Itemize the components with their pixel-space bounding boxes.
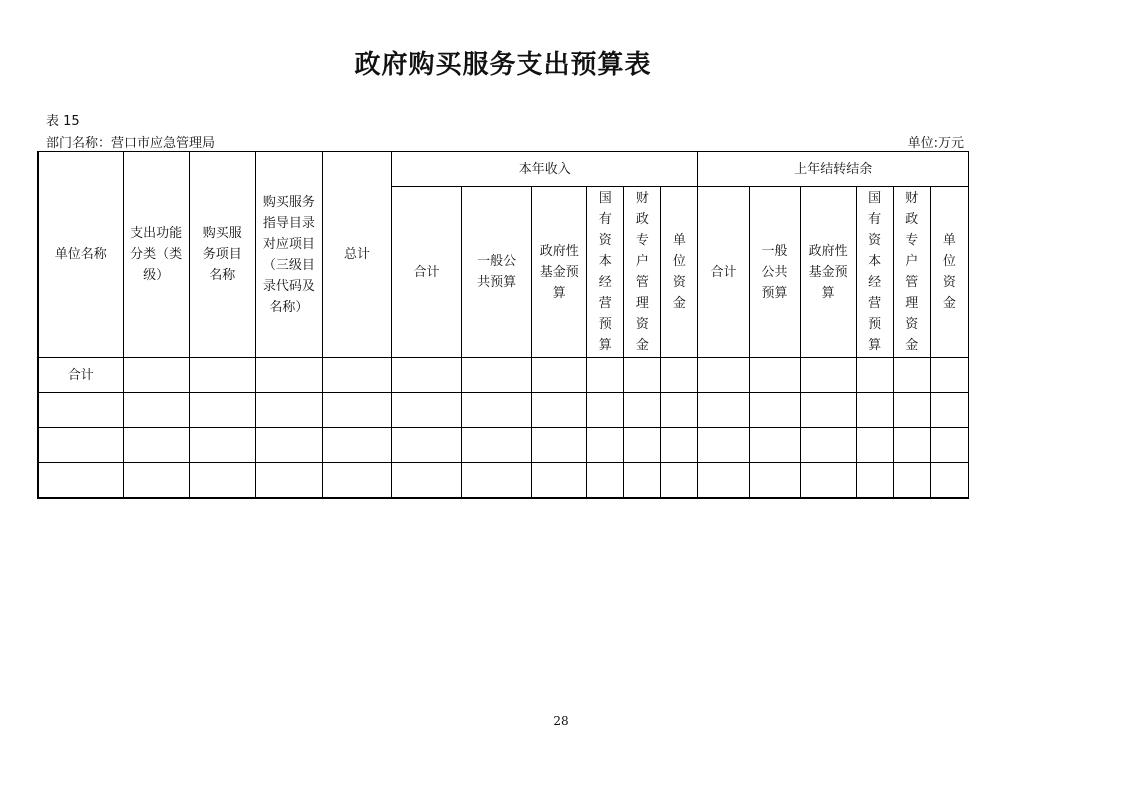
- table-cell: [930, 358, 968, 393]
- table-cell: [532, 428, 587, 463]
- table-cell: [698, 393, 749, 428]
- page-number: 28: [553, 714, 569, 728]
- header-income-general-budget: 一般公共预算: [462, 187, 532, 358]
- header-income-fund-budget: 政府性基金预算: [532, 187, 587, 358]
- table-cell: [661, 463, 698, 499]
- table-cell: [392, 393, 462, 428]
- table-cell: [624, 358, 661, 393]
- table-cell: [893, 463, 930, 499]
- table-cell: [255, 428, 322, 463]
- header-current-income: 本年收入: [392, 152, 698, 187]
- table-cell: [893, 358, 930, 393]
- table-cell: [800, 393, 856, 428]
- header-carryover-fund-budget: 政府性基金预算: [800, 187, 856, 358]
- table-cell: [624, 428, 661, 463]
- table-cell: [189, 428, 255, 463]
- header-unit-name: 单位名称: [38, 152, 123, 358]
- table-cell: [624, 463, 661, 499]
- table-cell: [462, 393, 532, 428]
- table-row: [38, 358, 969, 393]
- row-unit-name: [38, 393, 123, 428]
- table-cell: [392, 463, 462, 499]
- table-cell: [587, 358, 624, 393]
- table-cell: [587, 393, 624, 428]
- table-cell: [893, 393, 930, 428]
- header-guide-catalog: 购买服务指导目录对应项目（三级目录代码及名称）: [255, 152, 322, 358]
- table-cell: [462, 358, 532, 393]
- table-cell: [587, 428, 624, 463]
- table-cell: [800, 358, 856, 393]
- table-cell: [322, 358, 391, 393]
- table-cell: [322, 428, 391, 463]
- table-cell: [893, 428, 930, 463]
- header-total: 总计: [322, 152, 391, 358]
- table-row: [38, 428, 969, 463]
- table-cell: [532, 358, 587, 393]
- header-income-sum: 合计: [392, 187, 462, 358]
- table-cell: [123, 428, 189, 463]
- table-row: [38, 463, 969, 499]
- unit-label: 单位:万元: [907, 136, 964, 151]
- table-cell: [698, 463, 749, 499]
- header-carryover-special-account: 财政专户管理资金: [893, 187, 930, 358]
- table-cell: [661, 358, 698, 393]
- header-purchase-item: 购买服务项目名称: [189, 152, 255, 358]
- table-cell: [856, 358, 893, 393]
- table-cell: [123, 393, 189, 428]
- table-cell: [587, 463, 624, 499]
- table-cell: [189, 358, 255, 393]
- header-carryover: 上年结转结余: [698, 152, 969, 187]
- budget-table: [37, 151, 969, 499]
- table-cell: [661, 428, 698, 463]
- table-cell: [189, 393, 255, 428]
- table-cell: [698, 358, 749, 393]
- header-carryover-sum: 合计: [698, 187, 749, 358]
- row-unit-name: 合计: [38, 358, 123, 393]
- table-cell: [462, 428, 532, 463]
- table-cell: [856, 463, 893, 499]
- table-cell: [800, 428, 856, 463]
- header-income-special-account: 财政专户管理资金: [624, 187, 661, 358]
- table-cell: [392, 358, 462, 393]
- table-cell: [123, 463, 189, 499]
- table-cell: [749, 358, 800, 393]
- header-carryover-general-budget: 一般公共预算: [749, 187, 800, 358]
- table-cell: [189, 463, 255, 499]
- table-cell: [856, 428, 893, 463]
- row-unit-name: [38, 463, 123, 499]
- header-carryover-state-capital: 国有资本经营预算: [856, 187, 893, 358]
- table-cell: [322, 393, 391, 428]
- table-cell: [930, 428, 968, 463]
- table-cell: [392, 428, 462, 463]
- table-cell: [749, 393, 800, 428]
- table-cell: [698, 428, 749, 463]
- table-cell: [532, 393, 587, 428]
- table-cell: [930, 393, 968, 428]
- table-cell: [661, 393, 698, 428]
- header-function-class: 支出功能分类（类级）: [123, 152, 189, 358]
- page-title: 政府购买服务支出预算表: [354, 50, 652, 80]
- row-unit-name: [38, 428, 123, 463]
- table-number: 表 15: [46, 114, 80, 129]
- table-cell: [624, 393, 661, 428]
- table-cell: [749, 428, 800, 463]
- table-cell: [856, 393, 893, 428]
- table-cell: [322, 463, 391, 499]
- table-cell: [255, 358, 322, 393]
- table-cell: [930, 463, 968, 499]
- table-cell: [532, 463, 587, 499]
- table-cell: [800, 463, 856, 499]
- table-cell: [255, 463, 322, 499]
- department-name: 部门名称：营口市应急管理局: [46, 136, 216, 151]
- header-income-unit-fund: 单位资金: [661, 187, 698, 358]
- table-cell: [749, 463, 800, 499]
- table-cell: [255, 393, 322, 428]
- table-row: [38, 393, 969, 428]
- table-cell: [462, 463, 532, 499]
- table-cell: [123, 358, 189, 393]
- header-carryover-unit-fund: 单位资金: [930, 187, 968, 358]
- header-income-state-capital: 国有资本经营预算: [587, 187, 624, 358]
